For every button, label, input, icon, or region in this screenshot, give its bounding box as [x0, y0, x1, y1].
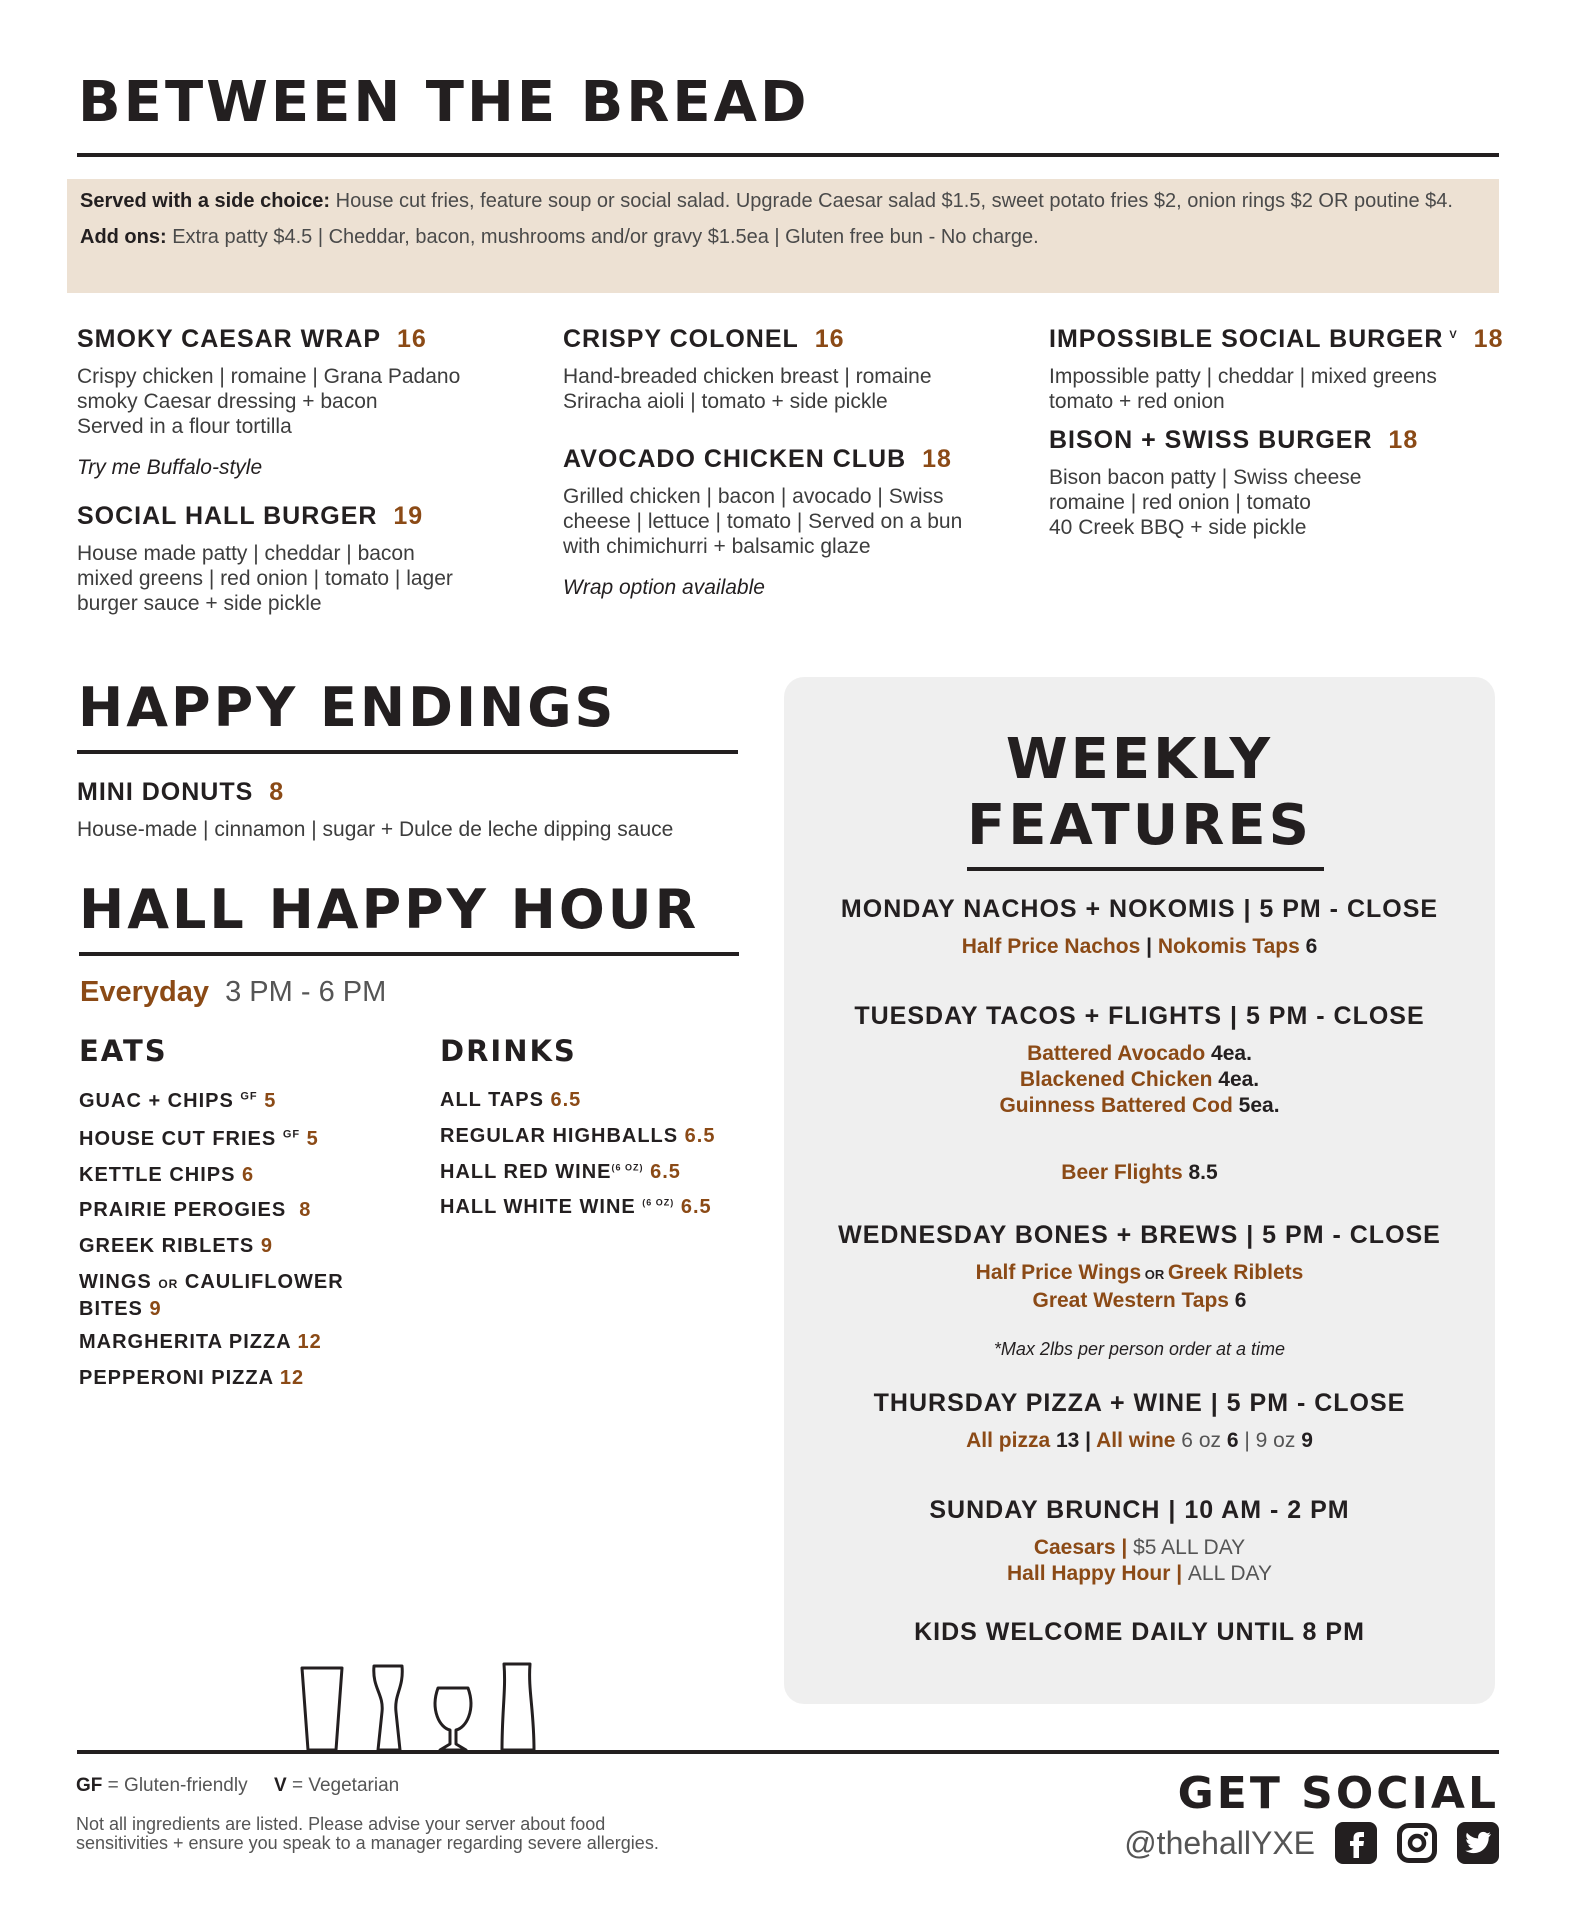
list-item: KETTLE CHIPS 6: [79, 1164, 255, 1186]
kids-welcome: KIDS WELCOME DAILY UNTIL 8 PM: [914, 1618, 1365, 1646]
legend: GF = Gluten-friendly V = Vegetarian: [76, 1775, 400, 1796]
menu-item: [1049, 325, 1509, 414]
menu-item: [77, 502, 517, 616]
list-item: REGULAR HIGHBALLS 6.5: [440, 1125, 716, 1147]
item-note: Try me Buffalo-style: [77, 456, 263, 479]
item-title: SOCIAL HALL BURGER 19: [77, 502, 424, 530]
item-note: Wrap option available: [563, 576, 765, 599]
item-description: Impossible patty | cheddar | mixed greens tomato + red onion: [1049, 365, 1437, 413]
list-item: PRAIRIE PEROGIES 8: [79, 1199, 312, 1221]
eats-heading: EATS: [79, 1034, 168, 1068]
footer-divider: [77, 1750, 1499, 1754]
item-description: Hand-breaded chicken breast | romaine Sriracha aioli | tomato + side pickle: [563, 365, 932, 413]
feature-line: All pizza 13 | All wine 6 oz 6 | 9 oz 9: [966, 1429, 1313, 1452]
feature-title: MONDAY NACHOS + NOKOMIS | 5 PM - CLOSE: [840, 895, 1439, 923]
feature-line: Half Price Nachos | Nokomis Taps 6: [961, 935, 1318, 958]
list-item: HALL WHITE WINE $^{(6 OZ)}$ 6.5: [440, 1196, 712, 1218]
side-choice-note: Served with a side choice: House cut fries, feature soup or social salad. Upgrade Caesar salad $1.5, sweet potato fries $2, onion rings $2 OR poutine $4.: [80, 190, 1453, 212]
list-item: ALL TAPS 6.5: [440, 1089, 582, 1111]
happy-endings-heading: HAPPY ENDINGS: [78, 676, 617, 739]
item-description: Crispy chicken | romaine | Grana Padano smoky Caesar dressing + bacon Served in a flour tortilla: [77, 365, 461, 438]
social-row: [1124, 1822, 1499, 1864]
menu-item: [77, 325, 517, 480]
feature-title: TUESDAY TACOS + FLIGHTS | 5 PM - CLOSE: [854, 1002, 1425, 1030]
add-ons-note: Add ons: Extra patty $4.5 | Cheddar, bacon, mushrooms and/or gravy $1.5ea | Gluten free bun - No charge.: [80, 226, 1039, 248]
feature-title: WEDNESDAY BONES + BREWS | 5 PM - CLOSE: [838, 1221, 1441, 1249]
menu-item: [563, 445, 1023, 600]
weekly-features-panel: [784, 677, 1495, 1704]
weekly-features-heading: WEEKLY FEATURES: [967, 727, 1312, 858]
social-handle[interactable]: @thehallYXE: [1124, 1824, 1315, 1861]
allergy-disclaimer: Not all ingredients are listed. Please advise your server about food sensitivities + ensure you speak to a manager regarding severe allergies.: [76, 1814, 659, 1853]
item-description: Bison bacon patty | Swiss cheese romaine | red onion | tomato 40 Creek BBQ + side pickle: [1049, 466, 1362, 539]
feature-line: Half Price Wings OR Greek Riblets Great Western Taps 6: [975, 1261, 1304, 1312]
list-item: HALL RED $WINE^{(6 OZ)}$ 6.5: [440, 1161, 681, 1183]
list-item: MARGHERITA PIZZA 12: [79, 1331, 322, 1353]
item-description: House-made | cinnamon | sugar + Dulce de leche dipping sauce: [77, 818, 674, 841]
divider: [77, 750, 738, 754]
feature-title: THURSDAY PIZZA + WINE | 5 PM - CLOSE: [873, 1389, 1406, 1417]
instagram-icon[interactable]: [1397, 1823, 1437, 1863]
item-title: BISON + SWISS BURGER 18: [1049, 426, 1419, 454]
vegetarian-tag: V: [1449, 328, 1458, 341]
list-item: WINGS OR CAULIFLOWER BITES 9: [79, 1271, 344, 1320]
feature-line: Beer Flights 8.5: [1061, 1161, 1218, 1184]
list-item: GREEK RIBLETS 9: [79, 1235, 273, 1257]
happy-hour-time: Everyday 3 PM - 6 PM: [80, 976, 387, 1008]
between-the-bread-heading: BETWEEN THE BREAD: [78, 70, 810, 135]
item-title: AVOCADO CHICKEN CLUB 18: [563, 445, 952, 473]
feature-title: SUNDAY BRUNCH | 10 AM - 2 PM: [929, 1496, 1350, 1524]
drinks-heading: DRINKS: [440, 1034, 577, 1068]
item-title: IMPOSSIBLE SOCIAL BURGER $^V$ 18: [1049, 325, 1504, 353]
divider: [79, 952, 739, 956]
happy-hour-heading: HALL HAPPY HOUR: [79, 878, 700, 941]
item-description: House made patty | cheddar | bacon mixed greens | red onion | tomato | lager burger sauce + side pickle: [77, 542, 453, 615]
sides-banner: [67, 179, 1499, 293]
twitter-icon[interactable]: [1457, 1822, 1499, 1864]
glassware-illustration: [290, 1660, 550, 1756]
feature-note: *Max 2lbs per person order at a time: [993, 1339, 1286, 1359]
item-title: SMOKY CAESAR WRAP 16: [77, 325, 427, 353]
menu-item: [77, 778, 757, 842]
get-social-heading: GET SOCIAL: [1177, 1768, 1499, 1819]
item-description: Grilled chicken | bacon | avocado | Swiss cheese | lettuce | tomato | Served on a bun with chimichurri + balsamic glaze: [563, 485, 963, 558]
divider: [77, 153, 1499, 157]
feature-line: Battered Avocado 4ea. Blackened Chicken 4ea. Guinness Battered Cod 5ea.: [999, 1042, 1280, 1117]
list-item: PEPPERONI PIZZA 12: [79, 1367, 305, 1389]
facebook-icon[interactable]: [1335, 1822, 1377, 1864]
menu-item: [1049, 426, 1509, 540]
menu-item: [563, 325, 1003, 414]
divider: [967, 867, 1324, 871]
list-item: HOUSE CUT FRIES $^{GF}$ 5: [79, 1128, 319, 1150]
item-title: CRISPY COLONEL 16: [563, 325, 845, 353]
list-item: GUAC + CHIPS $^{GF}$ 5: [79, 1090, 277, 1112]
feature-line: Caesars | $5 ALL DAY Hall Happy Hour | ALL DAY: [1007, 1536, 1272, 1585]
item-title: MINI DONUTS 8: [77, 778, 285, 806]
